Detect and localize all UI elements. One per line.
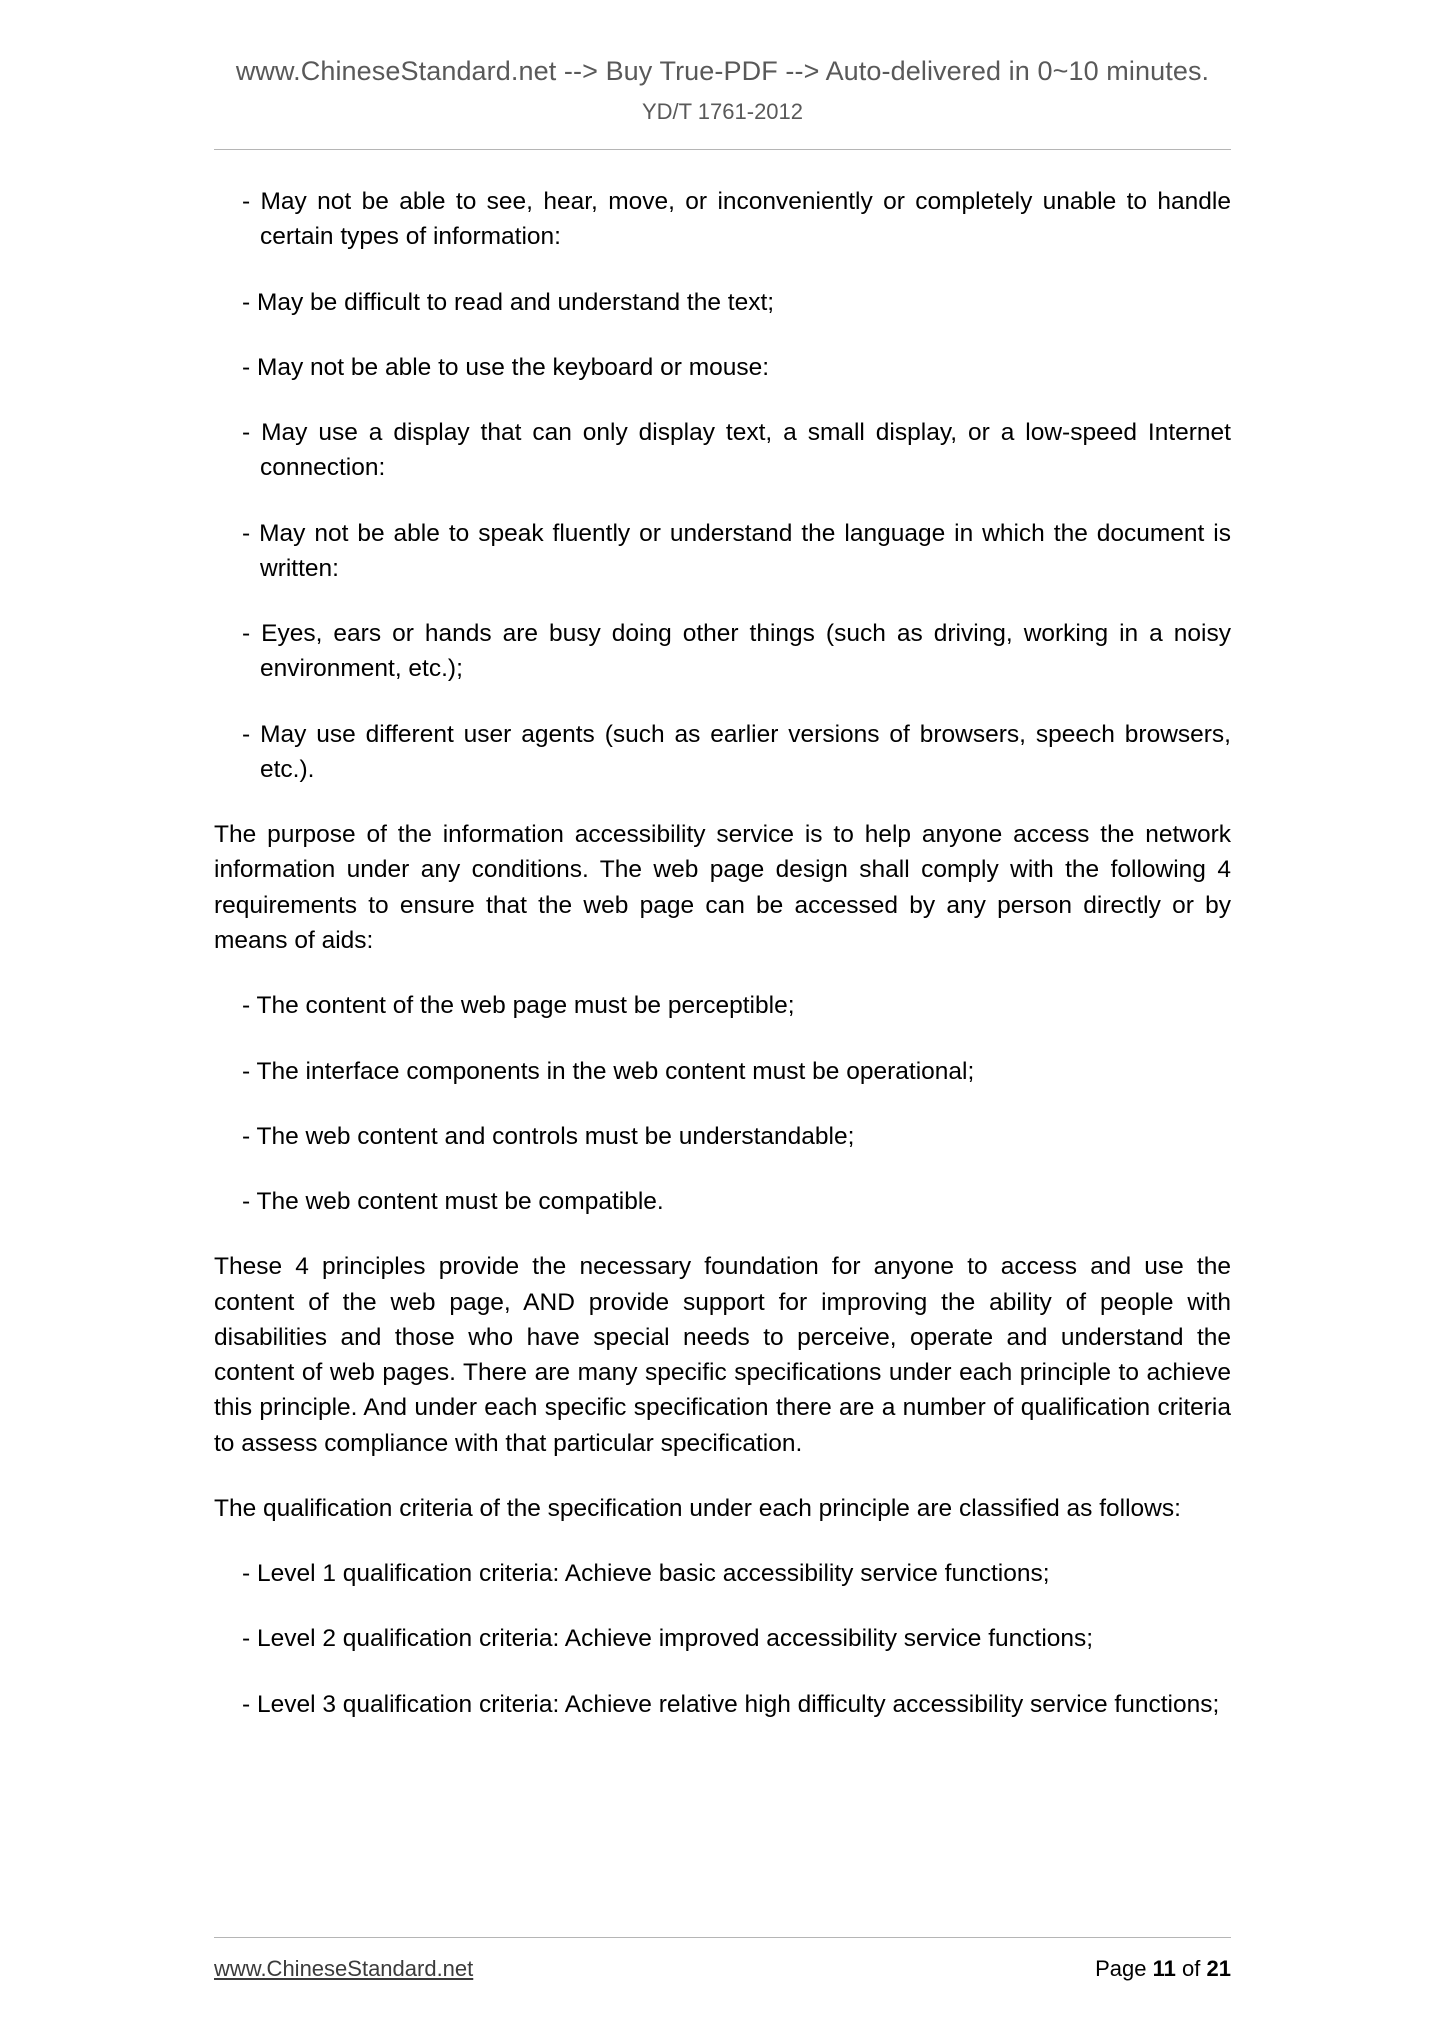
list-item: - The web content and controls must be understandable; [242,1122,855,1150]
page-number-label [1095,1956,1231,1982]
bullet-list-levels [214,1556,1231,1722]
list-item: - May not be able to use the keyboard or mouse: [242,353,770,381]
promo-text: www.ChineseStandard.net --> Buy True-PDF --> Auto-delivered in 0~10 minutes. [235,56,1210,86]
bullet-list-user-conditions [214,184,1231,787]
list-item: - Level 3 qualification criteria: Achieve relative high difficulty accessibility service functions; [242,1690,1220,1718]
list-item: - May not be able to speak fluently or understand the language in which the document is written: [242,519,1231,582]
list-item: - The interface components in the web content must be operational; [242,1057,975,1085]
page-header [0,0,1445,125]
list-item: - May use different user agents (such as earlier versions of browsers, speech browsers, etc.). [242,720,1231,783]
standard-code: YD/T 1761-2012 [641,99,804,124]
list-item: - May not be able to see, hear, move, or inconveniently or completely unable to handle certain types of information: [242,188,1231,251]
list-item: - Eyes, ears or hands are busy doing other things (such as driving, working in a noisy environment, etc.); [242,620,1231,683]
page-total: 21 [1206,1956,1231,1981]
list-item: - The web content must be compatible. [242,1188,664,1216]
document-content [214,150,1231,1722]
page-of: of [1182,1956,1201,1981]
paragraph-criteria-intro: The qualification criteria of the specification under each principle are classified as follows: [214,1494,1181,1522]
page-prefix: Page [1095,1956,1147,1981]
bullet-list-requirements [214,988,1231,1219]
footer-site-link[interactable]: www.ChineseStandard.net [214,1956,474,1981]
list-item: - Level 1 qualification criteria: Achieve basic accessibility service functions; [242,1560,1050,1588]
list-item: - May use a display that can only display text, a small display, or a low-speed Internet connection: [242,419,1231,482]
paragraph-principles: These 4 principles provide the necessary foundation for anyone to access and use the content of the web page, AND provide support for improving the ability of people with disabilities and those who have special needs to perceive, operate and understand the content of web pages. There are many specific specifications under each principle to achieve this principle. And under each specific specification there are a number of qualification criteria to assess compliance with that particular specification. [214,1253,1231,1457]
page-current: 11 [1152,1956,1176,1981]
list-item: - The content of the web page must be perceptible; [242,992,795,1020]
footer-divider [214,1937,1231,1938]
list-item: - May be difficult to read and understand the text; [242,288,775,316]
list-item: - Level 2 qualification criteria: Achieve improved accessibility service functions; [242,1625,1094,1653]
page-footer [214,1937,1231,1982]
paragraph-purpose: The purpose of the information accessibility service is to help anyone access the network information under any conditions. The web page design shall comply with the following 4 requirements to ensure that the web page can be accessed by any person directly or by means of aids: [214,821,1231,954]
